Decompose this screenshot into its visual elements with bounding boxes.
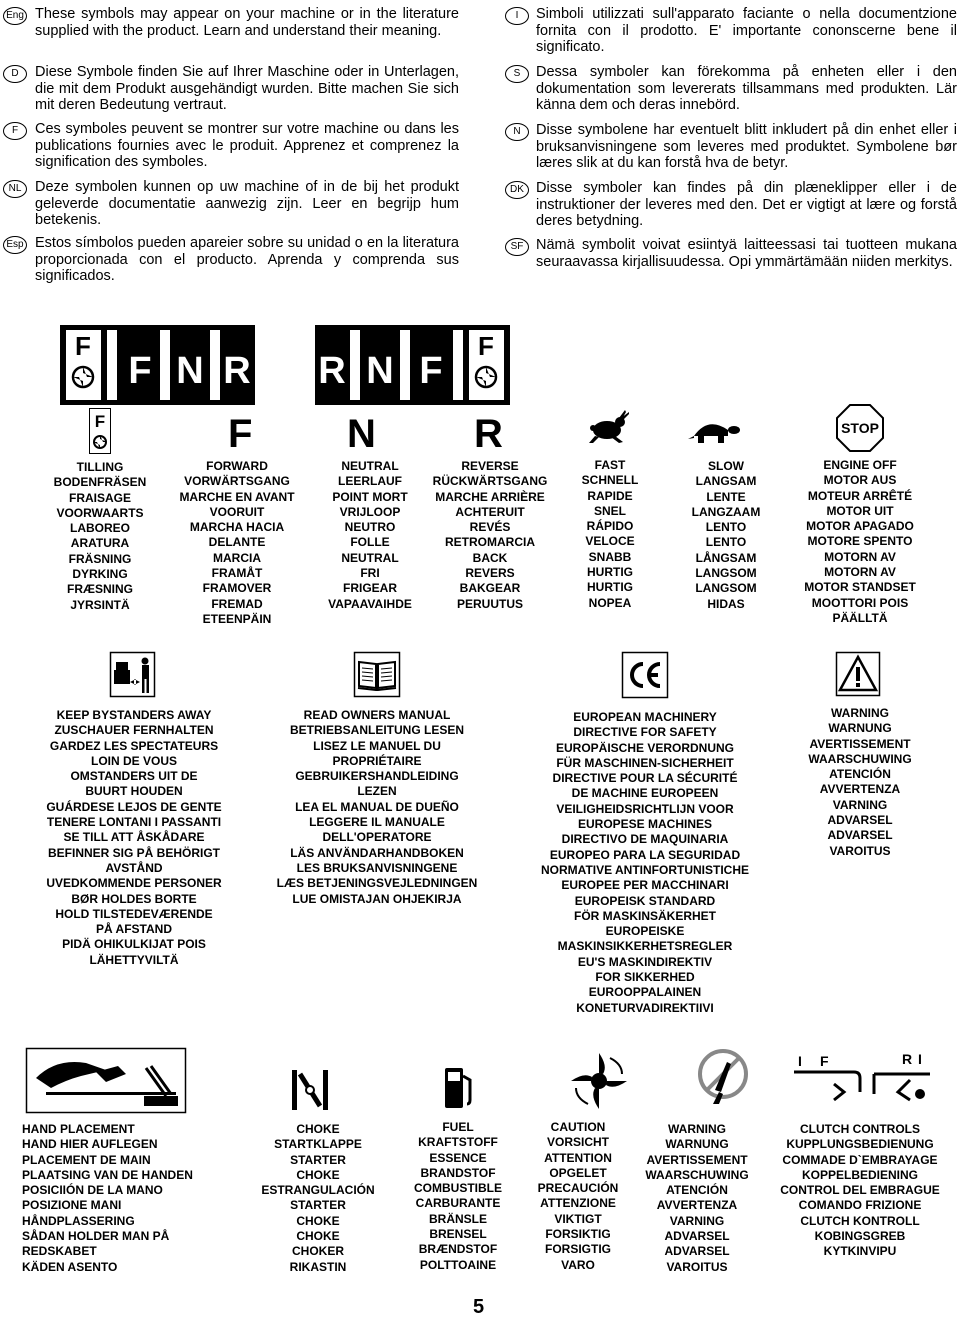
reverse-symbol: R [474,412,503,456]
lang-badge-f: F [3,122,27,140]
clutch-letter-f: F [820,1053,829,1069]
page-number: 5 [473,1296,485,1318]
panel-letter-f-small: F [75,331,91,361]
intro-text-eng: These symbols may appear on your machine or in the literature supplied with the product. Learn and understand their meaning. [35,6,459,39]
turtle-icon [688,416,742,444]
manual-book-icon [354,652,400,697]
bystander-icon [110,652,155,697]
lang-badge-nl: NL [3,180,27,198]
fuel-pump-icon [443,1066,473,1110]
neutral-symbol: N [347,412,376,456]
intro-text-f: Ces symboles peuvent se montrer sur votre machine ou dans les publications fournies avec le produit. Apprenez et comprenez la signification des symboles. [35,121,459,170]
intro-text-d: Diese Symbole finden Sie auf Ihrer Maschine oder in Unterlagen, die mit dem Produkt ausgehändigt wurden. Bitte machen Sie sich mit deren Bedeutung vertraut. [35,64,459,113]
caption-tilling: TILLING BODENFRÄSEN FRAISAGE VOORWAARTS LABOREO ARATURA FRÄSNING DYRKING FRÆSNING JYRSINTÄ [53,460,147,612]
shift-panel-reverse-icon [315,325,510,405]
intro-text-s: Dessa symboler kan förekomma på enheten eller i den dokumentation som levererats tillsammans med produkten. Lär känna dem och deras innebörd. [536,64,957,113]
panel-letter-r: R [318,350,346,392]
intro-text-sf: Nämä symbolit voivat esiintyä laitteessasi tai tuotteen mukana seuraavassa kirjallisuudessa. Opi ymmärtämään niiden merkitys. [536,237,957,270]
stop-sign-icon [836,404,884,452]
caption-slow: SLOW LANGSAM LENTE LANGZAAM LENTO LENTO LÅNGSAM LANGSOM LANGSOM HIDAS [691,459,761,611]
panel-letter-f: F [128,350,152,392]
lang-badge-s: S [505,65,529,83]
choke-icon [290,1068,330,1112]
caption-ce-directive: EUROPEAN MACHINERY DIRECTIVE FOR SAFETY EUROPÄISCHE VERORDNUNG FÜR MASCHINEN-SICHERHEIT DIRECTIVE POUR LA SÉCURITÉ DE MACHINE EUROPEEN VEILIGHEIDSRICHTLIJN VOOR EUROPESE MACHINES DIRECTIVO DE MAQUINARIA EUROPEO PARA LA SEGURIDAD NORMATIVE ANTINFORTUNISTICHE EUROPEE PER MACCHINARI EUROPEISK STANDARD FÖR MASKINSÄKERHET EUROPEISKE MASKINSIKKERHETSREGLER EU'S MASKINDIREKTIV FOR SIKKERHED EUROOPPALAINEN KONETURVADIREKTIIVI [541,710,749,1015]
lang-badge-eng: Eng [3,7,27,25]
intro-text-n: Disse symbolene har eventuelt blitt inkludert på din enhet eller i bruksanvisningene som leveres med produktet. Symbolene bør læres slik at du kan forstå hva de betyr. [536,122,957,171]
panel-letter-r: R [223,350,251,392]
shift-panel-forward-icon [60,325,255,405]
hand-placement-icon [26,1048,186,1113]
caption-choke: CHOKE STARTKLAPPE STARTER CHOKE ESTRANGULACIÓN STARTER CHOKE CHOKE CHOKER RIKASTIN [261,1122,375,1274]
caption-read-manual: READ OWNERS MANUAL BETRIEBSANLEITUNG LESEN LISEZ LE MANUEL DU PROPRIÉTAIRE GEBRUIKERSHANDLEIDING LEZEN LEA EL MANUAL DE DUEÑO LEGGERE IL MANUALE DELL'OPERATORE LÄS ANVÄNDARHANDBOKEN LES BRUKSANVISNINGENE LÆS BETJENINGSVEJLEDNINGEN LUE OMISTAJAN OHJEKIRJA [276,708,478,906]
rabbit-icon [589,410,629,444]
lang-badge-dk: DK [505,181,529,199]
intro-text-dk: Disse symboler kan findes på din plæneklipper eller i de instruktioner der leveres med den. Det er vigtigt at lære og forstå deres betydning. [536,180,957,229]
forward-symbol: F [228,412,253,456]
caption-warning: WARNING WARNUNG AVERTISSEMENT WAARSCHUWING ATENCIÓN AVVERTENZA VARNING ADVARSEL ADVARSEL VAROITUS [808,706,912,858]
intro-text-i: Simboli utilizzati sull'apparato faciante o nella documentzione fornita con il prodotto. E' importante cononscerne bene il significato. [536,6,957,55]
clutch-letter-r: R [902,1051,913,1067]
caption-engine-off: ENGINE OFF MOTOR AUS MOTEUR ARRÊTÉ MOTOR UIT MOTOR APAGADO MOTORE SPENTO MOTORN AV MOTORN AV MOTOR STANDSET MOOTTORI POIS PÄÄLLTÄ [804,458,916,625]
lang-badge-d: D [3,65,27,83]
tilling-letter-f: F [94,412,106,431]
caption-caution: CAUTION VORSICHT ATTENTION OPGELET PRECAUCIÓN ATTENZIONE VIKTIGT FORSIKTIG FORSIGTIG VARO [537,1120,619,1272]
warning-triangle-icon [836,652,880,696]
panel-letter-n: N [366,350,394,392]
lang-badge-i: I [505,7,529,25]
caption-fuel: FUEL KRAFTSTOFF ESSENCE BRANDSTOF COMBUSTIBLE CARBURANTE BRÄNSLE BRENSEL BRÆNDSTOF POLTTOAINE [414,1120,502,1272]
lang-badge-esp: Esp [3,236,27,254]
panel-letter-f-small: F [478,331,494,361]
ce-mark-icon [622,652,668,698]
caption-hand-placement: HAND PLACEMENT HAND HIER AUFLEGEN PLACEMENT DE MAIN PLAATSING VAN DE HANDEN POSICIIÓN DE LA MANO POSIZIONE MANI HÅNDPLASSERING SÅDAN HOLDER MAN PÅ REDSKABET KÄDEN ASENTO [22,1122,193,1274]
clutch-letter-i-right: I [918,1051,922,1067]
lang-badge-sf: SF [505,238,529,256]
caption-neutral: NEUTRAL LEERLAUF POINT MORT VRIJLOOP NEUTRO FOLLE NEUTRAL FRI FRIGEAR VAPAAVAIHDE [328,459,412,611]
intro-text-nl: Deze symbolen kunnen op uw machine of in de bij het produkt geleverde documentatie aanwezig zijn. Leer en begrijp hum betekenis. [35,179,459,228]
intro-text-esp: Estos símbolos pueden apareier sobre su unidad o en la literatura proporcionada con el producto. Aprenda y comprenda sus significados. [35,235,459,284]
clutch-letter-i-left: I [798,1053,802,1069]
lang-badge-n: N [505,123,529,141]
caption-warning-prohibited: WARNING WARNUNG AVERTISSEMENT WAARSCHUWING ATENCIÓN AVVERTENZA VARNING ADVARSEL ADVARSEL VAROITUS [645,1122,749,1274]
caution-rotating-blade-icon [570,1050,628,1112]
caption-forward: FORWARD VORWÄRTSGANG MARCHE EN AVANT VOORUIT MARCHA HACIA DELANTE MARCIA FRAMÅT FRAMOVER FREMAD ETEENPÄIN [179,459,295,626]
panel-letter-f: F [419,350,443,392]
warning-prohibited-icon [697,1048,749,1106]
caption-clutch-controls: CLUTCH CONTROLS KUPPLUNGSBEDIENUNG COMMADE D`EMBRAYAGE KOPPELBEDIENING CONTROL DEL EMBRAGUE COMANDO FRIZIONE CLUTCH KONTROLL KOBINGSGREB KYTKINVIPU [780,1122,940,1259]
stop-sign-text: STOP [841,420,879,436]
caption-keep-bystanders-away: KEEP BYSTANDERS AWAY ZUSCHAUER FERNHALTEN GARDEZ LES SPECTATEURS LOIN DE VOUS OMSTANDERS UIT DE BUURT HOUDEN GUÁRDESE LEJOS DE GENTE TENERE LONTANI I PASSANTI SE TILL ATT ÅSKÅDARE BEFINNER SIG PÅ BEHÖRIGT AVSTÅND UVEDKOMMENDE PERSONER BØR HOLDES BORTE HOLD TILSTEDEVÆRENDE PÅ AFSTAND PIDÄ OHIKULKIJAT POIS LÄHETTYVILTÄ [46,708,222,967]
caption-fast: FAST SCHNELL RAPIDE SNEL RÁPIDO VELOCE SNABB HURTIG HURTIG NOPEA [581,458,639,610]
panel-letter-n: N [176,350,204,392]
caption-reverse: REVERSE RÜCKWÄRTSGANG MARCHE ARRIÈRE ACHTERUIT REVÉS RETROMARCIA BACK REVERS BAKGEAR PERUUTUS [432,459,548,611]
tilling-icon [89,408,111,454]
clutch-control-icon [790,1050,940,1110]
